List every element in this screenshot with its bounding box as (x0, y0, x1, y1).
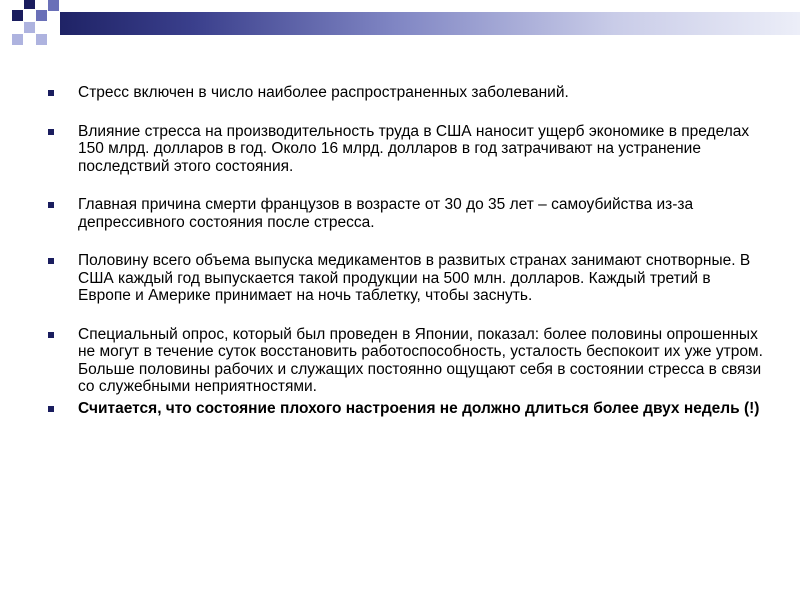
decor-square (12, 34, 23, 45)
bullet-item (46, 326, 766, 396)
square-bullet-icon (48, 202, 54, 208)
bullet-text: Половину всего объема выпуска медикаментов в развитых странах занимают снотворные. В США каждый год выпускается такой продукции на 500 млн. долларов. Каждый третий в Европе и Америке принимает на ночь таблетку, чтобы заснуть. (78, 252, 751, 304)
decor-square (24, 0, 35, 9)
square-bullet-icon (48, 90, 54, 96)
bullet-text: Специальный опрос, который был проведен в Японии, показал: более половины опрошенных не могут в течение суток восстановить работоспособность, усталость беспокоит их уже утром. Больше половины рабочих и служащих постоянно ощущают себя в состоянии стресса в связи со служебными неприятностями. (78, 325, 763, 395)
bullet-item (46, 84, 766, 102)
decor-square (24, 22, 35, 33)
bullet-item (46, 123, 766, 176)
square-bullet-icon (48, 406, 54, 412)
bullet-item (46, 400, 766, 418)
bullet-text: Стресс включен в число наиболее распространенных заболеваний. (78, 84, 569, 101)
bullet-text: Считается, что состояние плохого настроения не должно длиться более двух недель (!) (78, 399, 760, 417)
slide-content (46, 84, 766, 438)
square-bullet-icon (48, 258, 54, 264)
bullet-text: Влияние стресса на производительность труда в США наносит ущерб экономике в пределах 150 млрд. долларов в год. Около 16 млрд. долларов в год затрачивают на устранение последствий этого состояния. (78, 122, 750, 175)
bullet-text: Главная причина смерти французов в возрасте от 30 до 35 лет – самоубийства из-за депрессивного состояния после стресса. (78, 196, 694, 231)
header-gradient-band (60, 12, 800, 35)
square-bullet-icon (48, 129, 54, 135)
decor-square (12, 10, 23, 21)
bullet-item (46, 196, 766, 231)
decor-square (36, 34, 47, 45)
square-bullet-icon (48, 332, 54, 338)
decor-square (48, 0, 59, 11)
bullet-item (46, 252, 766, 305)
header-decoration (0, 0, 800, 50)
decor-square (36, 10, 47, 21)
